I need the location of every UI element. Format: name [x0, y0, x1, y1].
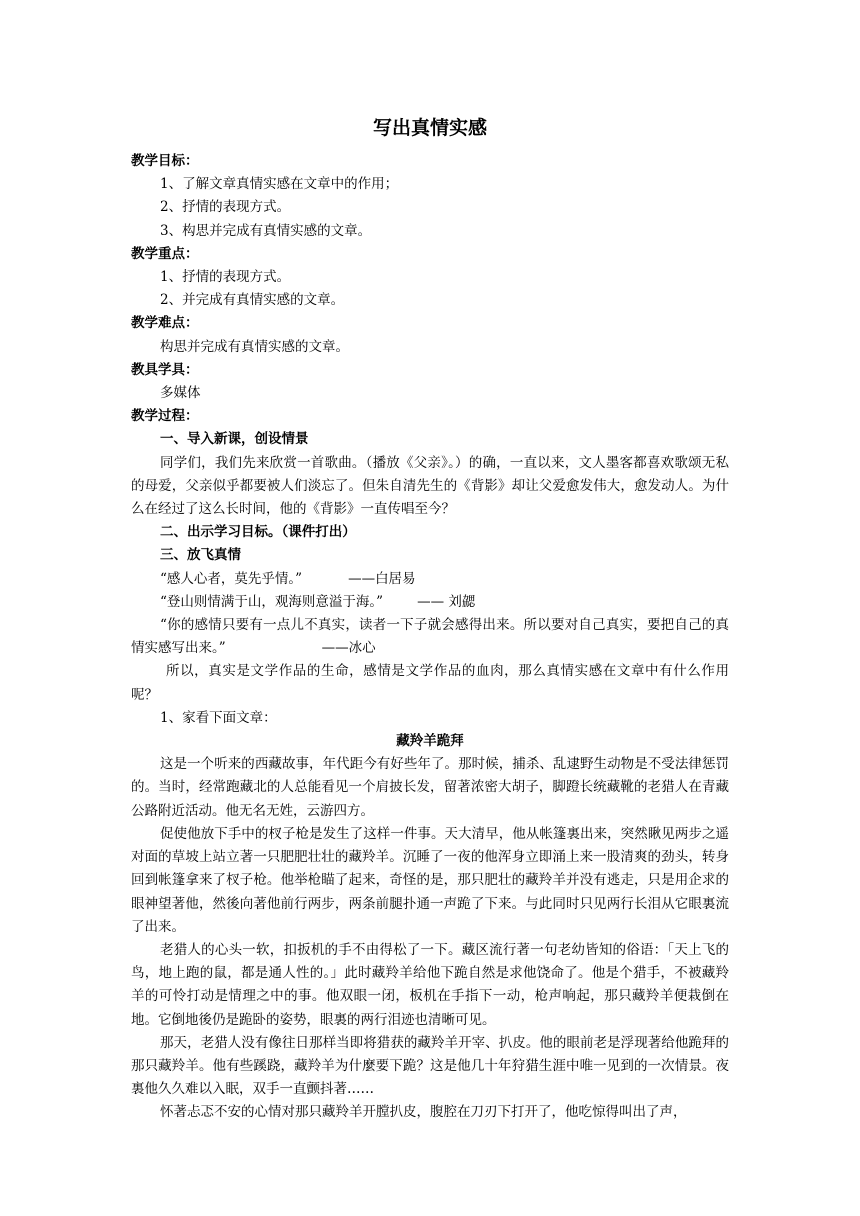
- goal-item: 2、抒情的表现方式。: [160, 199, 291, 216]
- article-paragraph: 促使他放下手中的杈子枪是发生了这样一件事。天大清早，他从帐篷裏出来，突然瞅见两步之遥对面的草坡上站立著一只肥肥壮壮的藏羚羊。沉睡了一夜的他浑身立即涌上来一股清爽的劲头，转身回到帐篷拿来了杈子枪。他举枪瞄了起来，奇怪的是，那只肥壮的藏羚羊并没有逃走，只是用企求的眼神望著他，然後向著他前行两步，两条前腿扑通一声跪了下来。与此同时只见两行长泪从它眼裏流了出来。: [131, 825, 729, 935]
- process-step-heading: 一、导入新课，创设情景: [160, 431, 309, 448]
- quote-text: “登山则情满于山，观海则意溢于海。”: [160, 593, 384, 610]
- goal-item: 1、了解文章真情实感在文章中的作用；: [160, 176, 399, 193]
- paragraph: 所以，真实是文学作品的生命，感情是文学作品的血肉，那么真情实感在文章中有什么作用呢？: [131, 663, 729, 703]
- article-paragraph: 怀著忐忑不安的心情对那只藏羚羊开膛扒皮，腹腔在刀刃下打开了，他吃惊得叫出了声，: [160, 1104, 687, 1121]
- key-point-item: 2、并完成有真情实感的文章。: [160, 292, 345, 309]
- process-step-heading: 三、放飞真情: [160, 547, 241, 564]
- section-heading-key-points: 教学重点：: [131, 245, 199, 262]
- list-item: 1、家看下面文章：: [160, 709, 277, 726]
- quote-line: [131, 614, 729, 660]
- section-heading-goals: 教学目标：: [131, 153, 199, 169]
- document-body: [131, 150, 729, 1125]
- goal-item: 3、构思并完成有真情实感的文章。: [160, 222, 372, 239]
- section-heading-process: 教学过程：: [131, 408, 199, 425]
- quote-line: [131, 591, 729, 614]
- quote-source: ——冰心: [321, 640, 376, 657]
- quote-text: “你的感情只要有一点儿不真实，读者一下子就会感得出来。所以要对自己真实，要把自己的真情实感写出来。”: [131, 617, 729, 657]
- quote-line: [131, 568, 729, 591]
- paragraph: 同学们，我们先来欣赏一首歌曲。（播放《父亲》。）的确，一直以来，文人墨客都喜欢歌颂无私的母爱，父亲似乎都要被人们淡忘了。但朱自清先生的《背影》却让父爱愈发伟大，愈发动人。为什么在经过了这么长时间，他的《背影》一直传唱至今？: [131, 454, 729, 518]
- article-title: 藏羚羊跪拜: [396, 733, 464, 750]
- page-title: 写出真情实感: [372, 117, 487, 139]
- process-step-heading: 二、出示学习目标。（课件打出）: [160, 524, 356, 541]
- section-heading-tools: 教具学具：: [131, 361, 199, 378]
- tools-item: 多媒体: [160, 385, 201, 402]
- quote-source: ——白居易: [348, 570, 416, 587]
- key-point-item: 1、抒情的表现方式。: [160, 269, 291, 286]
- section-heading-difficulties: 教学难点：: [131, 315, 199, 332]
- article-paragraph: 那天，老猎人没有像往日那样当即将猎获的藏羚羊开宰、扒皮。他的眼前老是浮现著给他跪拜的那只藏羚羊。他有些蹊跷，藏羚羊为什麼要下跪？这是他几十年狩猎生涯中唯一见到的一次情景。夜裏他久久难以入眠，双手一直颤抖著……: [131, 1034, 729, 1098]
- article-paragraph: 这是一个听来的西藏故事，年代距今有好些年了。那时候，捕杀、乱逮野生动物是不受法律惩罚的。当时，经常跑藏北的人总能看见一个肩披长发，留著浓密大胡子，脚蹬长统藏靴的老猎人在青藏公路附近活动。他无名无姓，云游四方。: [131, 756, 729, 819]
- article-paragraph: 老猎人的心头一软，扣扳机的手不由得松了一下。藏区流行著一句老幼皆知的俗语：「天上飞的鸟，地上跑的鼠，都是通人性的。」此时藏羚羊给他下跪自然是求他饶命了。他是个猎手，不被藏羚羊的可怜打动是情理之中的事。他双眼一闭，板机在手指下一动，枪声响起，那只藏羚羊便栽倒在地。它倒地後仍是跪卧的姿势，眼裏的两行泪迹也清晰可见。: [131, 941, 729, 1028]
- difficulty-item: 构思并完成有真情实感的文章。: [160, 338, 349, 355]
- quote-text: “感人心者，莫先乎情。”: [160, 570, 303, 587]
- quote-source: —— 刘勰: [417, 593, 476, 610]
